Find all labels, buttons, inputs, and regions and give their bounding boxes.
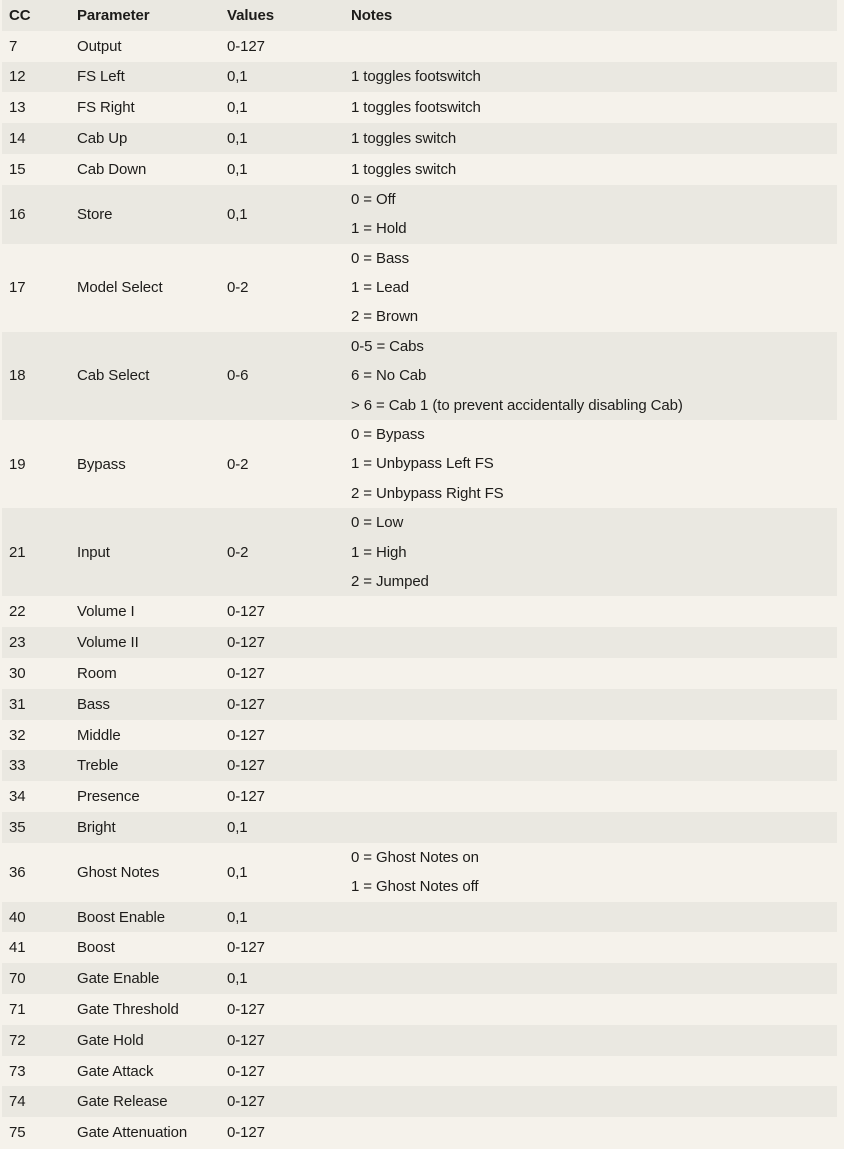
notes-cell	[351, 124, 837, 153]
values-cell: 0-2	[227, 543, 249, 561]
note-line: 0-5 = Cabs	[351, 337, 424, 355]
notes-cell	[351, 185, 837, 244]
parameter-cell: Gate Threshold	[77, 1000, 179, 1018]
parameter-cell: Cab Down	[77, 160, 147, 178]
column-header-notes: Notes	[351, 6, 393, 24]
values-cell: 0-127	[227, 37, 265, 55]
parameter-cell: Cab Up	[77, 130, 128, 148]
note-line: 1 toggles switch	[351, 129, 457, 147]
cc-cell: 22	[9, 603, 26, 621]
midi-cc-table	[2, 0, 837, 1148]
parameter-cell: Bypass	[77, 455, 126, 473]
parameter-cell: Model Select	[77, 279, 163, 297]
parameter-cell: Ghost Notes	[77, 863, 160, 881]
note-line: 0 = Low	[351, 514, 404, 532]
parameter-cell: Cab Select	[77, 367, 150, 385]
parameter-cell: Middle	[77, 726, 121, 744]
notes-cell	[351, 93, 837, 122]
note-line: 1 toggles footswitch	[351, 68, 481, 86]
values-cell: 0,1	[227, 863, 248, 881]
cc-cell: 35	[9, 818, 26, 836]
table-row-cc-12	[2, 62, 837, 93]
parameter-cell: Gate Attenuation	[77, 1124, 188, 1142]
values-cell: 0,1	[227, 130, 248, 148]
values-cell: 0,1	[227, 970, 248, 988]
cc-cell: 18	[9, 367, 26, 385]
notes-cell	[351, 62, 837, 91]
values-cell: 0,1	[227, 99, 248, 117]
parameter-cell: Treble	[77, 757, 119, 775]
cc-cell: 71	[9, 1000, 26, 1018]
cc-cell: 7	[9, 37, 18, 55]
parameter-cell: Gate Hold	[77, 1031, 144, 1049]
parameter-cell: Presence	[77, 788, 140, 806]
notes-cell	[351, 843, 837, 902]
values-cell: 0-127	[227, 695, 265, 713]
parameter-cell: Volume II	[77, 634, 139, 652]
values-cell: 0-127	[227, 757, 265, 775]
notes-cell	[351, 508, 837, 596]
note-line: 2 = Jumped	[351, 573, 429, 591]
table-row-cc-16	[2, 185, 837, 244]
cc-cell: 34	[9, 788, 26, 806]
cc-cell: 12	[9, 68, 26, 86]
parameter-cell: Gate Attack	[77, 1062, 154, 1080]
cc-cell: 13	[9, 99, 26, 117]
column-header-values: Values	[227, 6, 274, 24]
parameter-cell: Boost	[77, 939, 115, 957]
values-cell: 0-6	[227, 367, 249, 385]
table-row-cc-40	[2, 902, 837, 933]
column-header-parameter: Parameter	[77, 6, 150, 24]
values-cell: 0-127	[227, 603, 265, 621]
table-header-row	[2, 0, 837, 31]
cc-cell: 17	[9, 279, 26, 297]
values-cell: 0-2	[227, 279, 249, 297]
table-row-cc-19	[2, 420, 837, 508]
cc-cell: 14	[9, 130, 26, 148]
cc-cell: 23	[9, 634, 26, 652]
values-cell: 0,1	[227, 68, 248, 86]
table-row-cc-35	[2, 812, 837, 843]
note-line: 0 = Off	[351, 190, 396, 208]
note-line: > 6 = Cab 1 (to prevent accidentally disabling Cab)	[351, 396, 683, 414]
table-row-cc-7	[2, 31, 837, 62]
values-cell: 0-127	[227, 1093, 265, 1111]
cc-cell: 40	[9, 908, 26, 926]
note-line: 1 toggles footswitch	[351, 99, 481, 117]
note-line: 2 = Unbypass Right FS	[351, 484, 504, 502]
values-cell: 0-127	[227, 1031, 265, 1049]
table-row-cc-72	[2, 1025, 837, 1056]
table-row-cc-75	[2, 1117, 837, 1148]
cc-cell: 31	[9, 695, 26, 713]
note-line: 1 toggles switch	[351, 160, 457, 178]
table-row-cc-23	[2, 627, 837, 658]
note-line: 1 = Unbypass Left FS	[351, 455, 494, 473]
cc-cell: 33	[9, 757, 26, 775]
table-body	[2, 31, 837, 1148]
cc-cell: 73	[9, 1062, 26, 1080]
values-cell: 0-127	[227, 634, 265, 652]
values-cell: 0-127	[227, 788, 265, 806]
table-row-cc-18	[2, 332, 837, 420]
values-cell: 0,1	[227, 908, 248, 926]
table-row-cc-33	[2, 750, 837, 781]
notes-cell	[351, 244, 837, 332]
cc-cell: 36	[9, 863, 26, 881]
cc-cell: 21	[9, 543, 26, 561]
note-line: 1 = Lead	[351, 279, 410, 296]
column-header-cc: CC	[9, 6, 31, 24]
cc-cell: 16	[9, 205, 26, 223]
cc-cell: 19	[9, 455, 26, 473]
parameter-cell: Bass	[77, 695, 110, 713]
parameter-cell: Bright	[77, 818, 116, 836]
table-row-cc-73	[2, 1056, 837, 1087]
note-line: 6 = No Cab	[351, 367, 427, 385]
parameter-cell: Gate Enable	[77, 970, 160, 988]
note-line: 1 = Hold	[351, 220, 407, 238]
values-cell: 0-2	[227, 455, 249, 473]
table-row-cc-71	[2, 994, 837, 1025]
values-cell: 0,1	[227, 818, 248, 836]
parameter-cell: Room	[77, 664, 117, 682]
cc-cell: 72	[9, 1031, 26, 1049]
table-row-cc-31	[2, 689, 837, 720]
table-row-cc-34	[2, 781, 837, 812]
note-line: 1 = Ghost Notes off	[351, 878, 479, 896]
values-cell: 0-127	[227, 664, 265, 682]
cc-cell: 30	[9, 664, 26, 682]
cc-cell: 32	[9, 726, 26, 744]
table-row-cc-14	[2, 123, 837, 154]
parameter-cell: Volume I	[77, 603, 135, 621]
table-row-cc-41	[2, 932, 837, 963]
values-cell: 0-127	[227, 1124, 265, 1142]
table-row-cc-32	[2, 720, 837, 751]
values-cell: 0,1	[227, 205, 248, 223]
table-row-cc-21	[2, 508, 837, 596]
note-line: 2 = Brown	[351, 308, 419, 326]
notes-cell	[351, 155, 837, 184]
parameter-cell: FS Left	[77, 68, 125, 86]
cc-cell: 74	[9, 1093, 26, 1111]
table-row-cc-13	[2, 92, 837, 123]
note-line: 1 = High	[351, 543, 407, 561]
values-cell: 0-127	[227, 1000, 265, 1018]
table-row-cc-22	[2, 596, 837, 627]
note-line: 0 = Bypass	[351, 426, 425, 444]
table-row-cc-36	[2, 843, 837, 902]
parameter-cell: Gate Release	[77, 1093, 168, 1111]
table-row-cc-74	[2, 1086, 837, 1117]
values-cell: 0-127	[227, 1062, 265, 1080]
cc-cell: 70	[9, 970, 26, 988]
note-line: 0 = Bass	[351, 249, 409, 267]
values-cell: 0-127	[227, 939, 265, 957]
table-row-cc-15	[2, 154, 837, 185]
values-cell: 0,1	[227, 160, 248, 178]
cc-cell: 15	[9, 160, 26, 178]
table-row-cc-70	[2, 963, 837, 994]
notes-cell	[351, 332, 837, 420]
values-cell: 0-127	[227, 726, 265, 744]
table-row-cc-17	[2, 244, 837, 332]
note-line: 0 = Ghost Notes on	[351, 848, 479, 866]
parameter-cell: Store	[77, 205, 113, 223]
parameter-cell: FS Right	[77, 99, 135, 117]
parameter-cell: Output	[77, 37, 122, 55]
parameter-cell: Input	[77, 543, 110, 561]
notes-cell	[351, 420, 837, 508]
cc-cell: 41	[9, 939, 26, 957]
cc-cell: 75	[9, 1124, 26, 1142]
table-row-cc-30	[2, 658, 837, 689]
parameter-cell: Boost Enable	[77, 908, 166, 926]
